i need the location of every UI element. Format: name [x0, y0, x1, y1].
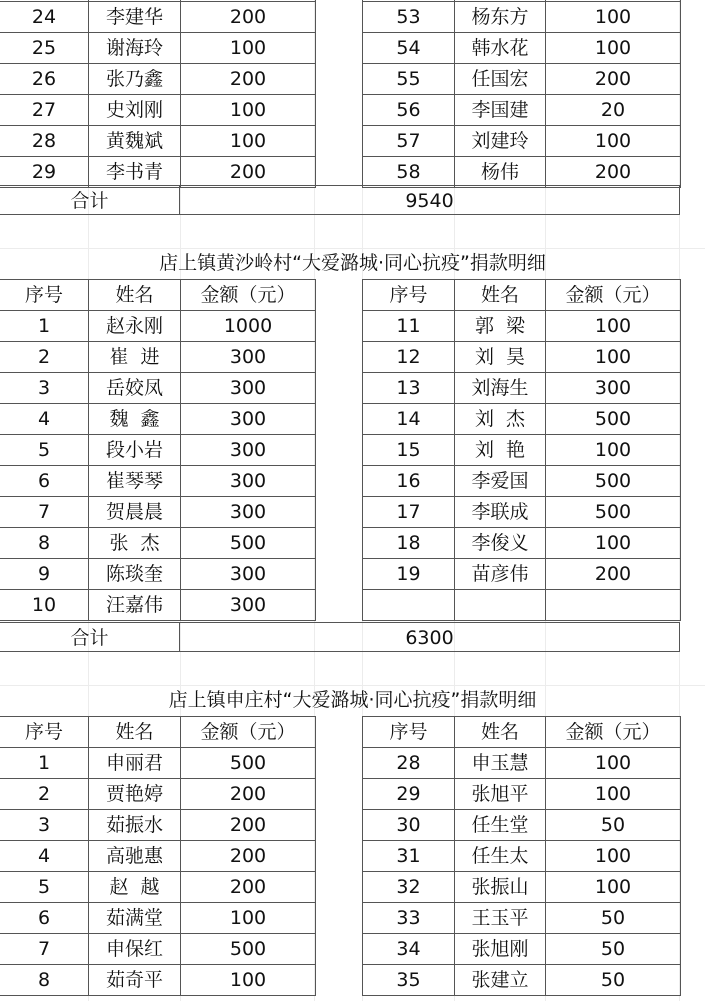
seq-cell: 28 — [363, 748, 455, 779]
amount-cell: 300 — [181, 373, 316, 404]
name-cell: 张振山 — [455, 872, 546, 903]
amount-cell: 500 — [546, 497, 681, 528]
table-row-empty — [363, 590, 681, 621]
seq-cell: 34 — [363, 934, 455, 965]
table-row — [363, 841, 681, 872]
amount-cell: 1000 — [181, 311, 316, 342]
name-cell: 黄魏斌 — [89, 126, 181, 157]
name-cell: 刘 昊 — [455, 342, 546, 373]
table-row — [0, 810, 316, 841]
header-seq: 序号 — [363, 280, 455, 311]
name-cell — [455, 590, 546, 621]
seq-cell: 29 — [0, 157, 89, 188]
amount-cell: 200 — [181, 64, 316, 95]
name-cell: 刘建玲 — [455, 126, 546, 157]
amount-cell: 20 — [546, 95, 681, 126]
name-cell: 任生太 — [455, 841, 546, 872]
table-row — [0, 528, 316, 559]
amount-cell: 200 — [181, 841, 316, 872]
amount-cell: 300 — [181, 435, 316, 466]
table-row — [0, 748, 316, 779]
amount-cell: 100 — [181, 95, 316, 126]
name-cell: 郭 梁 — [455, 311, 546, 342]
seq-cell: 5 — [0, 435, 89, 466]
name-cell: 茹振水 — [89, 810, 181, 841]
amount-cell — [546, 590, 681, 621]
seq-cell: 54 — [363, 33, 455, 64]
total-label: 合计 — [0, 185, 180, 215]
seq-cell: 10 — [0, 590, 89, 621]
seq-cell: 8 — [0, 528, 89, 559]
table-row — [0, 559, 316, 590]
header-seq: 序号 — [0, 717, 89, 748]
table-row — [0, 64, 316, 95]
right-table — [362, 279, 681, 621]
table-row — [0, 934, 316, 965]
seq-cell: 56 — [363, 95, 455, 126]
table-row — [363, 903, 681, 934]
seq-cell: 27 — [0, 95, 89, 126]
seq-cell: 57 — [363, 126, 455, 157]
amount-cell: 300 — [181, 404, 316, 435]
name-cell: 贾艳婷 — [89, 779, 181, 810]
name-cell: 韩水花 — [455, 33, 546, 64]
right-table — [362, 0, 681, 188]
section-title: 店上镇申庄村“大爱潞城·同心抗疫”捐款明细 — [168, 689, 537, 711]
table-row — [0, 903, 316, 934]
seq-cell — [363, 590, 455, 621]
amount-cell: 100 — [546, 748, 681, 779]
amount-cell: 100 — [546, 33, 681, 64]
amount-cell: 50 — [546, 810, 681, 841]
seq-cell: 53 — [363, 2, 455, 33]
name-cell: 李联成 — [455, 497, 546, 528]
amount-cell: 500 — [181, 528, 316, 559]
seq-cell: 4 — [0, 841, 89, 872]
left-table — [0, 716, 316, 996]
name-cell: 李爱国 — [455, 466, 546, 497]
seq-cell: 12 — [363, 342, 455, 373]
seq-cell: 3 — [0, 373, 89, 404]
header-seq: 序号 — [363, 717, 455, 748]
header-amount: 金额（元） — [181, 280, 316, 311]
amount-cell: 300 — [181, 497, 316, 528]
name-cell: 李书青 — [89, 157, 181, 188]
name-cell: 张 杰 — [89, 528, 181, 559]
header-name: 姓名 — [455, 280, 546, 311]
seq-cell: 5 — [0, 872, 89, 903]
amount-cell: 100 — [181, 965, 316, 996]
table-row — [363, 33, 681, 64]
table-row — [0, 126, 316, 157]
table-row — [363, 497, 681, 528]
seq-cell: 1 — [0, 311, 89, 342]
seq-cell: 31 — [363, 841, 455, 872]
table-row — [0, 841, 316, 872]
table-row — [0, 311, 316, 342]
name-cell: 高驰惠 — [89, 841, 181, 872]
name-cell: 刘 杰 — [455, 404, 546, 435]
name-cell: 汪嘉伟 — [89, 590, 181, 621]
total-value: 9540 — [179, 185, 680, 215]
name-cell: 张乃鑫 — [89, 64, 181, 95]
table-row — [363, 934, 681, 965]
name-cell: 史刘刚 — [89, 95, 181, 126]
seq-cell: 8 — [0, 965, 89, 996]
name-cell: 谢海玲 — [89, 33, 181, 64]
header-amount: 金额（元） — [546, 717, 681, 748]
amount-cell: 300 — [181, 590, 316, 621]
name-cell: 张建立 — [455, 965, 546, 996]
amount-cell: 50 — [546, 965, 681, 996]
amount-cell: 300 — [181, 559, 316, 590]
seq-cell: 55 — [363, 64, 455, 95]
table-row — [0, 373, 316, 404]
amount-cell: 100 — [546, 342, 681, 373]
table-row — [363, 528, 681, 559]
name-cell: 刘 艳 — [455, 435, 546, 466]
name-cell: 李俊义 — [455, 528, 546, 559]
amount-cell: 200 — [181, 157, 316, 188]
table-row — [363, 126, 681, 157]
amount-cell: 200 — [546, 559, 681, 590]
table-row — [0, 435, 316, 466]
table-row — [0, 157, 316, 188]
seq-cell: 17 — [363, 497, 455, 528]
name-cell: 崔 进 — [89, 342, 181, 373]
header-amount: 金额（元） — [546, 280, 681, 311]
seq-cell: 1 — [0, 748, 89, 779]
amount-cell: 100 — [546, 2, 681, 33]
table-row — [363, 965, 681, 996]
table-row — [0, 497, 316, 528]
table-row — [0, 779, 316, 810]
amount-cell: 200 — [181, 779, 316, 810]
name-cell: 苗彦伟 — [455, 559, 546, 590]
name-cell: 刘海生 — [455, 373, 546, 404]
header-name: 姓名 — [89, 717, 181, 748]
seq-cell: 29 — [363, 779, 455, 810]
total-label: 合计 — [0, 622, 180, 652]
name-cell: 李建华 — [89, 2, 181, 33]
amount-cell: 500 — [546, 466, 681, 497]
amount-cell: 200 — [546, 64, 681, 95]
amount-cell: 100 — [546, 872, 681, 903]
amount-cell: 50 — [546, 934, 681, 965]
header-name: 姓名 — [89, 280, 181, 311]
seq-cell: 26 — [0, 64, 89, 95]
table-row — [363, 64, 681, 95]
amount-cell: 100 — [546, 841, 681, 872]
amount-cell: 200 — [181, 810, 316, 841]
total-value: 6300 — [179, 622, 680, 652]
seq-cell: 32 — [363, 872, 455, 903]
name-cell: 申保红 — [89, 934, 181, 965]
table-row — [363, 404, 681, 435]
amount-cell: 100 — [181, 33, 316, 64]
amount-cell: 50 — [546, 903, 681, 934]
table-row — [363, 373, 681, 404]
seq-cell: 13 — [363, 373, 455, 404]
amount-cell: 100 — [546, 779, 681, 810]
section-title: 店上镇黄沙岭村“大爱潞城·同心抗疫”捐款明细 — [159, 252, 546, 274]
table-row — [0, 466, 316, 497]
seq-cell: 6 — [0, 466, 89, 497]
name-cell: 赵 越 — [89, 872, 181, 903]
amount-cell: 100 — [181, 903, 316, 934]
table-row — [363, 435, 681, 466]
amount-cell: 500 — [181, 748, 316, 779]
name-cell: 申丽君 — [89, 748, 181, 779]
name-cell: 贺晨晨 — [89, 497, 181, 528]
header-amount: 金额（元） — [181, 717, 316, 748]
name-cell: 魏 鑫 — [89, 404, 181, 435]
name-cell: 杨伟 — [455, 157, 546, 188]
amount-cell: 500 — [546, 404, 681, 435]
table-row — [363, 2, 681, 33]
name-cell: 茹满堂 — [89, 903, 181, 934]
seq-cell: 7 — [0, 497, 89, 528]
seq-cell: 2 — [0, 779, 89, 810]
seq-cell: 30 — [363, 810, 455, 841]
name-cell: 任国宏 — [455, 64, 546, 95]
table-row — [0, 95, 316, 126]
name-cell: 赵永刚 — [89, 311, 181, 342]
table-row — [363, 95, 681, 126]
table-row — [363, 872, 681, 903]
name-cell: 任生堂 — [455, 810, 546, 841]
seq-cell: 28 — [0, 126, 89, 157]
header-seq: 序号 — [0, 280, 89, 311]
amount-cell: 300 — [181, 466, 316, 497]
seq-cell: 7 — [0, 934, 89, 965]
table-row — [363, 311, 681, 342]
seq-cell: 35 — [363, 965, 455, 996]
seq-cell: 15 — [363, 435, 455, 466]
header-name: 姓名 — [455, 717, 546, 748]
amount-cell: 300 — [546, 373, 681, 404]
name-cell: 李国建 — [455, 95, 546, 126]
table-row — [363, 779, 681, 810]
table-row — [0, 404, 316, 435]
seq-cell: 19 — [363, 559, 455, 590]
name-cell: 王玉平 — [455, 903, 546, 934]
name-cell: 崔琴琴 — [89, 466, 181, 497]
table-row — [363, 810, 681, 841]
seq-cell: 33 — [363, 903, 455, 934]
amount-cell: 500 — [181, 934, 316, 965]
seq-cell: 3 — [0, 810, 89, 841]
table-row — [0, 965, 316, 996]
left-table — [0, 0, 316, 188]
seq-cell: 24 — [0, 2, 89, 33]
amount-cell: 200 — [181, 2, 316, 33]
table-header — [0, 717, 316, 748]
table-header — [0, 280, 316, 311]
amount-cell: 200 — [546, 157, 681, 188]
table-row — [0, 33, 316, 64]
name-cell: 茹奇平 — [89, 965, 181, 996]
table-row — [363, 342, 681, 373]
table-row — [363, 157, 681, 188]
name-cell: 申玉慧 — [455, 748, 546, 779]
left-table — [0, 279, 316, 621]
seq-cell: 6 — [0, 903, 89, 934]
amount-cell: 100 — [546, 126, 681, 157]
amount-cell: 200 — [181, 872, 316, 903]
seq-cell: 2 — [0, 342, 89, 373]
name-cell: 岳姣凤 — [89, 373, 181, 404]
amount-cell: 300 — [181, 342, 316, 373]
amount-cell: 100 — [181, 126, 316, 157]
amount-cell: 100 — [546, 435, 681, 466]
seq-cell: 9 — [0, 559, 89, 590]
name-cell: 张旭平 — [455, 779, 546, 810]
table-row — [0, 2, 316, 33]
table-row — [363, 559, 681, 590]
name-cell: 陈琰奎 — [89, 559, 181, 590]
name-cell: 段小岩 — [89, 435, 181, 466]
seq-cell: 14 — [363, 404, 455, 435]
table-row — [363, 748, 681, 779]
name-cell: 张旭刚 — [455, 934, 546, 965]
seq-cell: 11 — [363, 311, 455, 342]
table-header — [363, 717, 681, 748]
name-cell: 杨东方 — [455, 2, 546, 33]
table-row — [0, 872, 316, 903]
seq-cell: 18 — [363, 528, 455, 559]
amount-cell: 100 — [546, 528, 681, 559]
table-row — [0, 342, 316, 373]
amount-cell: 100 — [546, 311, 681, 342]
table-row — [0, 590, 316, 621]
table-header — [363, 280, 681, 311]
seq-cell: 58 — [363, 157, 455, 188]
seq-cell: 16 — [363, 466, 455, 497]
seq-cell: 25 — [0, 33, 89, 64]
right-table — [362, 716, 681, 996]
seq-cell: 4 — [0, 404, 89, 435]
table-row — [363, 466, 681, 497]
